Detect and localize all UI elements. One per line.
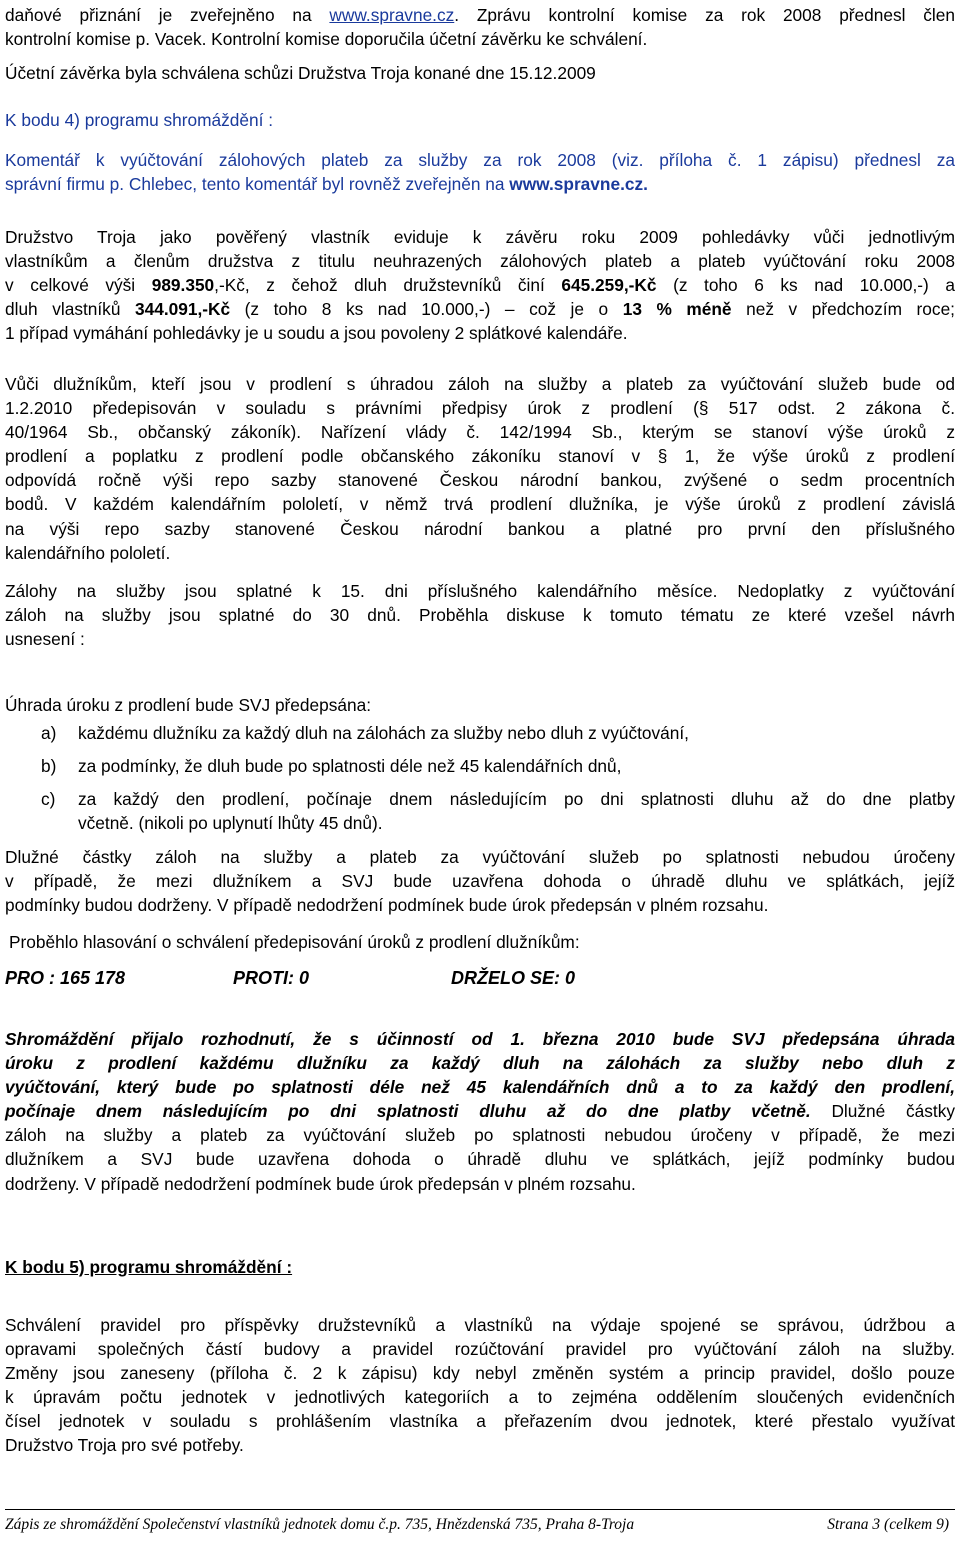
approval-statement: Účetní závěrka byla schválena schůzi Družstva Troja konané dne 15.12.2009 bbox=[5, 63, 596, 83]
text-line: opravami společných částí budovy a pravidel rozúčtování pravidel pro vyúčtování záloh na služby. bbox=[5, 1339, 955, 1360]
text-line: Shromáždění přijalo rozhodnutí, že s účinností od 1. března 2010 bude SVJ předepsána úhrada bbox=[5, 1029, 955, 1049]
text-line: 1.2.2010 předepisován v souladu s právními předpisy úrok z prodlení (§ 517 odst. 2 zákona č. bbox=[5, 398, 955, 419]
list-item: každému dlužníku za každý dluh na zálohách za služby nebo dluh z vyúčtování, bbox=[78, 723, 689, 743]
vote-drzelo: DRŽELO SE: 0 bbox=[451, 968, 576, 988]
interest-paragraph bbox=[5, 372, 955, 565]
text-line: bodů. V každém kalendářním pololetí, v němž trvá prodlení dlužníka, je výše úroků z prodlení závislá bbox=[5, 494, 955, 515]
footer-title: Zápis ze shromáždění Společenství vlastníků jednotek domu č.p. 735, Hnězdenská 735, Praha 8-Troja bbox=[5, 1516, 635, 1533]
text-line: kalendářního pololetí. bbox=[5, 542, 171, 563]
text-line: dodrženy. V případě nedodržení podmínek bude úrok předepsán v plném rozsahu. bbox=[5, 1173, 636, 1194]
text-line: Vůči dlužníkům, kteří jsou v prodlení s úhradou záloh na služby a plateb za vyúčtování služeb bude od bbox=[5, 374, 955, 394]
comment-line-2: správní firmu p. Chlebec, tento komentář byl rovněž zveřejněn na www.spravne.cz. bbox=[5, 174, 648, 195]
intro-line-1: daňové přiznání je zveřejněno na www.spravne.cz. Zprávu kontrolní komise za rok 2008 přednesl člen bbox=[5, 5, 955, 25]
text-line: v celkové výši 989.350,-Kč, z čehož dluh družstevníků činí 645.259,-Kč (z toho 6 ks nad 10.000,-) a bbox=[5, 275, 955, 296]
vote-intro: Proběhlo hlasování o schválení předepisování úroků z prodlení dlužníkům: bbox=[9, 932, 580, 952]
due-date-paragraph bbox=[5, 579, 955, 651]
vote-proti: PROTI: 0 bbox=[233, 968, 310, 988]
text-line: Družstvo Troja jako pověřený vlastník eviduje k závěru roku 2009 pohledávky vůči jednotlivým bbox=[5, 227, 955, 247]
text-line: záloh na služby jsou splatné do 30 dnů. Proběhla diskuse k tomuto tématu ze které vzešel návrh bbox=[5, 605, 955, 626]
text-line: dluh vlastníků 344.091,-Kč (z toho 8 ks nad 10.000,-) – což je o 13 % méně než v předchozím roce; bbox=[5, 299, 955, 320]
text-line: Družstvo Troja pro své potřeby. bbox=[5, 1435, 244, 1456]
text-line: vlastníkům a členům družstva z titulu neuhrazených zálohových plateb a plateb vyúčtování roku 2008 bbox=[5, 251, 955, 272]
text-line: Schválení pravidel pro příspěvky družstevníků a vlastníků na výdaje spojené se správou, údržbou a bbox=[5, 1315, 955, 1335]
intro-paragraph bbox=[5, 3, 955, 51]
text-line: v případě, že mezi dlužníkem a SVJ bude uzavřena dohoda o úhradě dluhu ve splátkách, jejíž bbox=[5, 871, 955, 892]
text-line: Dlužné částky záloh na služby a plateb za vyúčtování služeb po splatnosti nebudou úročeny bbox=[5, 847, 955, 867]
installments-paragraph bbox=[5, 845, 955, 917]
debt-decrease: 13 % méně bbox=[622, 299, 732, 320]
proposal-title: Úhrada úroku z prodlení bude SVJ předepsána: bbox=[5, 695, 372, 715]
owners-debt: 344.091,-Kč bbox=[134, 299, 231, 320]
text-line: podmínky budou dodrženy. V případě nedodržení podmínek bude úrok předepsán v plném rozsahu. bbox=[5, 895, 769, 916]
text-line: k úpravám počtu jednotek v jednotlivých kategoriích a to zejména oddělením sloučených evidenčních bbox=[5, 1387, 955, 1408]
text-line: úroku z prodlení každému dlužníku za každý dluh na zálohách za služby nebo dluh z bbox=[5, 1053, 955, 1074]
list-item-marker: b) bbox=[41, 756, 57, 776]
list-item-marker: c) bbox=[41, 789, 56, 809]
debt-paragraph bbox=[5, 225, 955, 345]
spravne-link-2[interactable]: www.spravne.cz. bbox=[509, 174, 648, 195]
text-line: počínaje dnem následujícím po dni splatnosti dluhu až do dne platby včetně. Dlužné částky bbox=[5, 1101, 956, 1122]
comment-line-1: Komentář k vyúčtování zálohových plateb za služby za rok 2008 (viz. příloha č. 1 zápisu) přednesl za bbox=[5, 150, 955, 170]
vote-pro: PRO : 165 178 bbox=[5, 968, 126, 988]
list-item: za každý den prodlení, počínaje dnem následujícím po dni splatnosti dluhu až do dne platby včetně. (nikoli po uplynutí lhůty 45 dnů). bbox=[78, 789, 955, 834]
list-item-marker: a) bbox=[41, 723, 57, 743]
text-line: vyúčtování, který bude po splatnosti déle než 45 kalendářních dnů a to za každý den prodlení, bbox=[5, 1077, 955, 1098]
intro-line-2: kontrolní komise p. Vacek. Kontrolní komise doporučila účetní závěrku ke schválení. bbox=[5, 29, 648, 50]
page-number: Strana 3 (celkem 9) bbox=[827, 1516, 949, 1533]
text-line: 1 případ vymáhání pohledávky je u soudu a jsou povoleny 2 splátkové kalendáře. bbox=[5, 323, 628, 344]
resolution-paragraph bbox=[5, 1027, 955, 1196]
text-line: usnesení : bbox=[5, 629, 85, 650]
text-line: odpovídá ročně výši repo sazby stanovené Českou národní bankou, zvýšené o sedm procentních bbox=[5, 470, 955, 491]
spravne-link[interactable]: www.spravne.cz bbox=[329, 5, 455, 25]
rules-paragraph bbox=[5, 1313, 955, 1458]
list-item: za podmínky, že dluh bude po splatnosti déle než 45 kalendářních dnů, bbox=[78, 756, 622, 776]
total-debt: 989.350 bbox=[151, 275, 215, 296]
text-line: čísel jednotek v souladu s prohlášením vlastníka a přeřazením dvou jednotek, které přestalo využívat bbox=[5, 1411, 955, 1432]
text-line: na výši repo sazby stanovené Českou národní bankou a platné pro první den příslušného bbox=[5, 518, 955, 539]
text-line: záloh na služby a plateb za vyúčtování služeb po splatnosti nebudou úročeny v případě, že mezi bbox=[5, 1125, 955, 1146]
section-heading-bod5: K bodu 5) programu shromáždění : bbox=[5, 1257, 293, 1277]
text-line: Zálohy na služby jsou splatné k 15. dni příslušného kalendářního měsíce. Nedoplatky z vyúčtování bbox=[5, 581, 955, 601]
page-footer bbox=[5, 1509, 955, 1540]
text-line: 40/1964 Sb., občanský zákoník). Nařízení vlády č. 142/1994 Sb., kterým se stanoví výše úroků z bbox=[5, 422, 955, 443]
text-line: prodlení a poplatku z prodlení podle občanského zákoníku stanoví v § 1, že výše úroků z prodlení bbox=[5, 446, 955, 467]
comment-paragraph bbox=[5, 148, 955, 196]
cooperative-debt: 645.259,-Kč bbox=[561, 275, 657, 296]
section-heading-bod4: K bodu 4) programu shromáždění : bbox=[5, 110, 274, 130]
text-line: Změny jsou zaneseny (příloha č. 2 k zápisu) kdy nebyl změněn systém a princip pravidel, došlo pouze bbox=[5, 1363, 955, 1384]
text-line: dlužníkem a SVJ bude uzavřena dohoda o úhradě dluhu ve splátkách, jejíž podmínky budou bbox=[5, 1149, 955, 1170]
